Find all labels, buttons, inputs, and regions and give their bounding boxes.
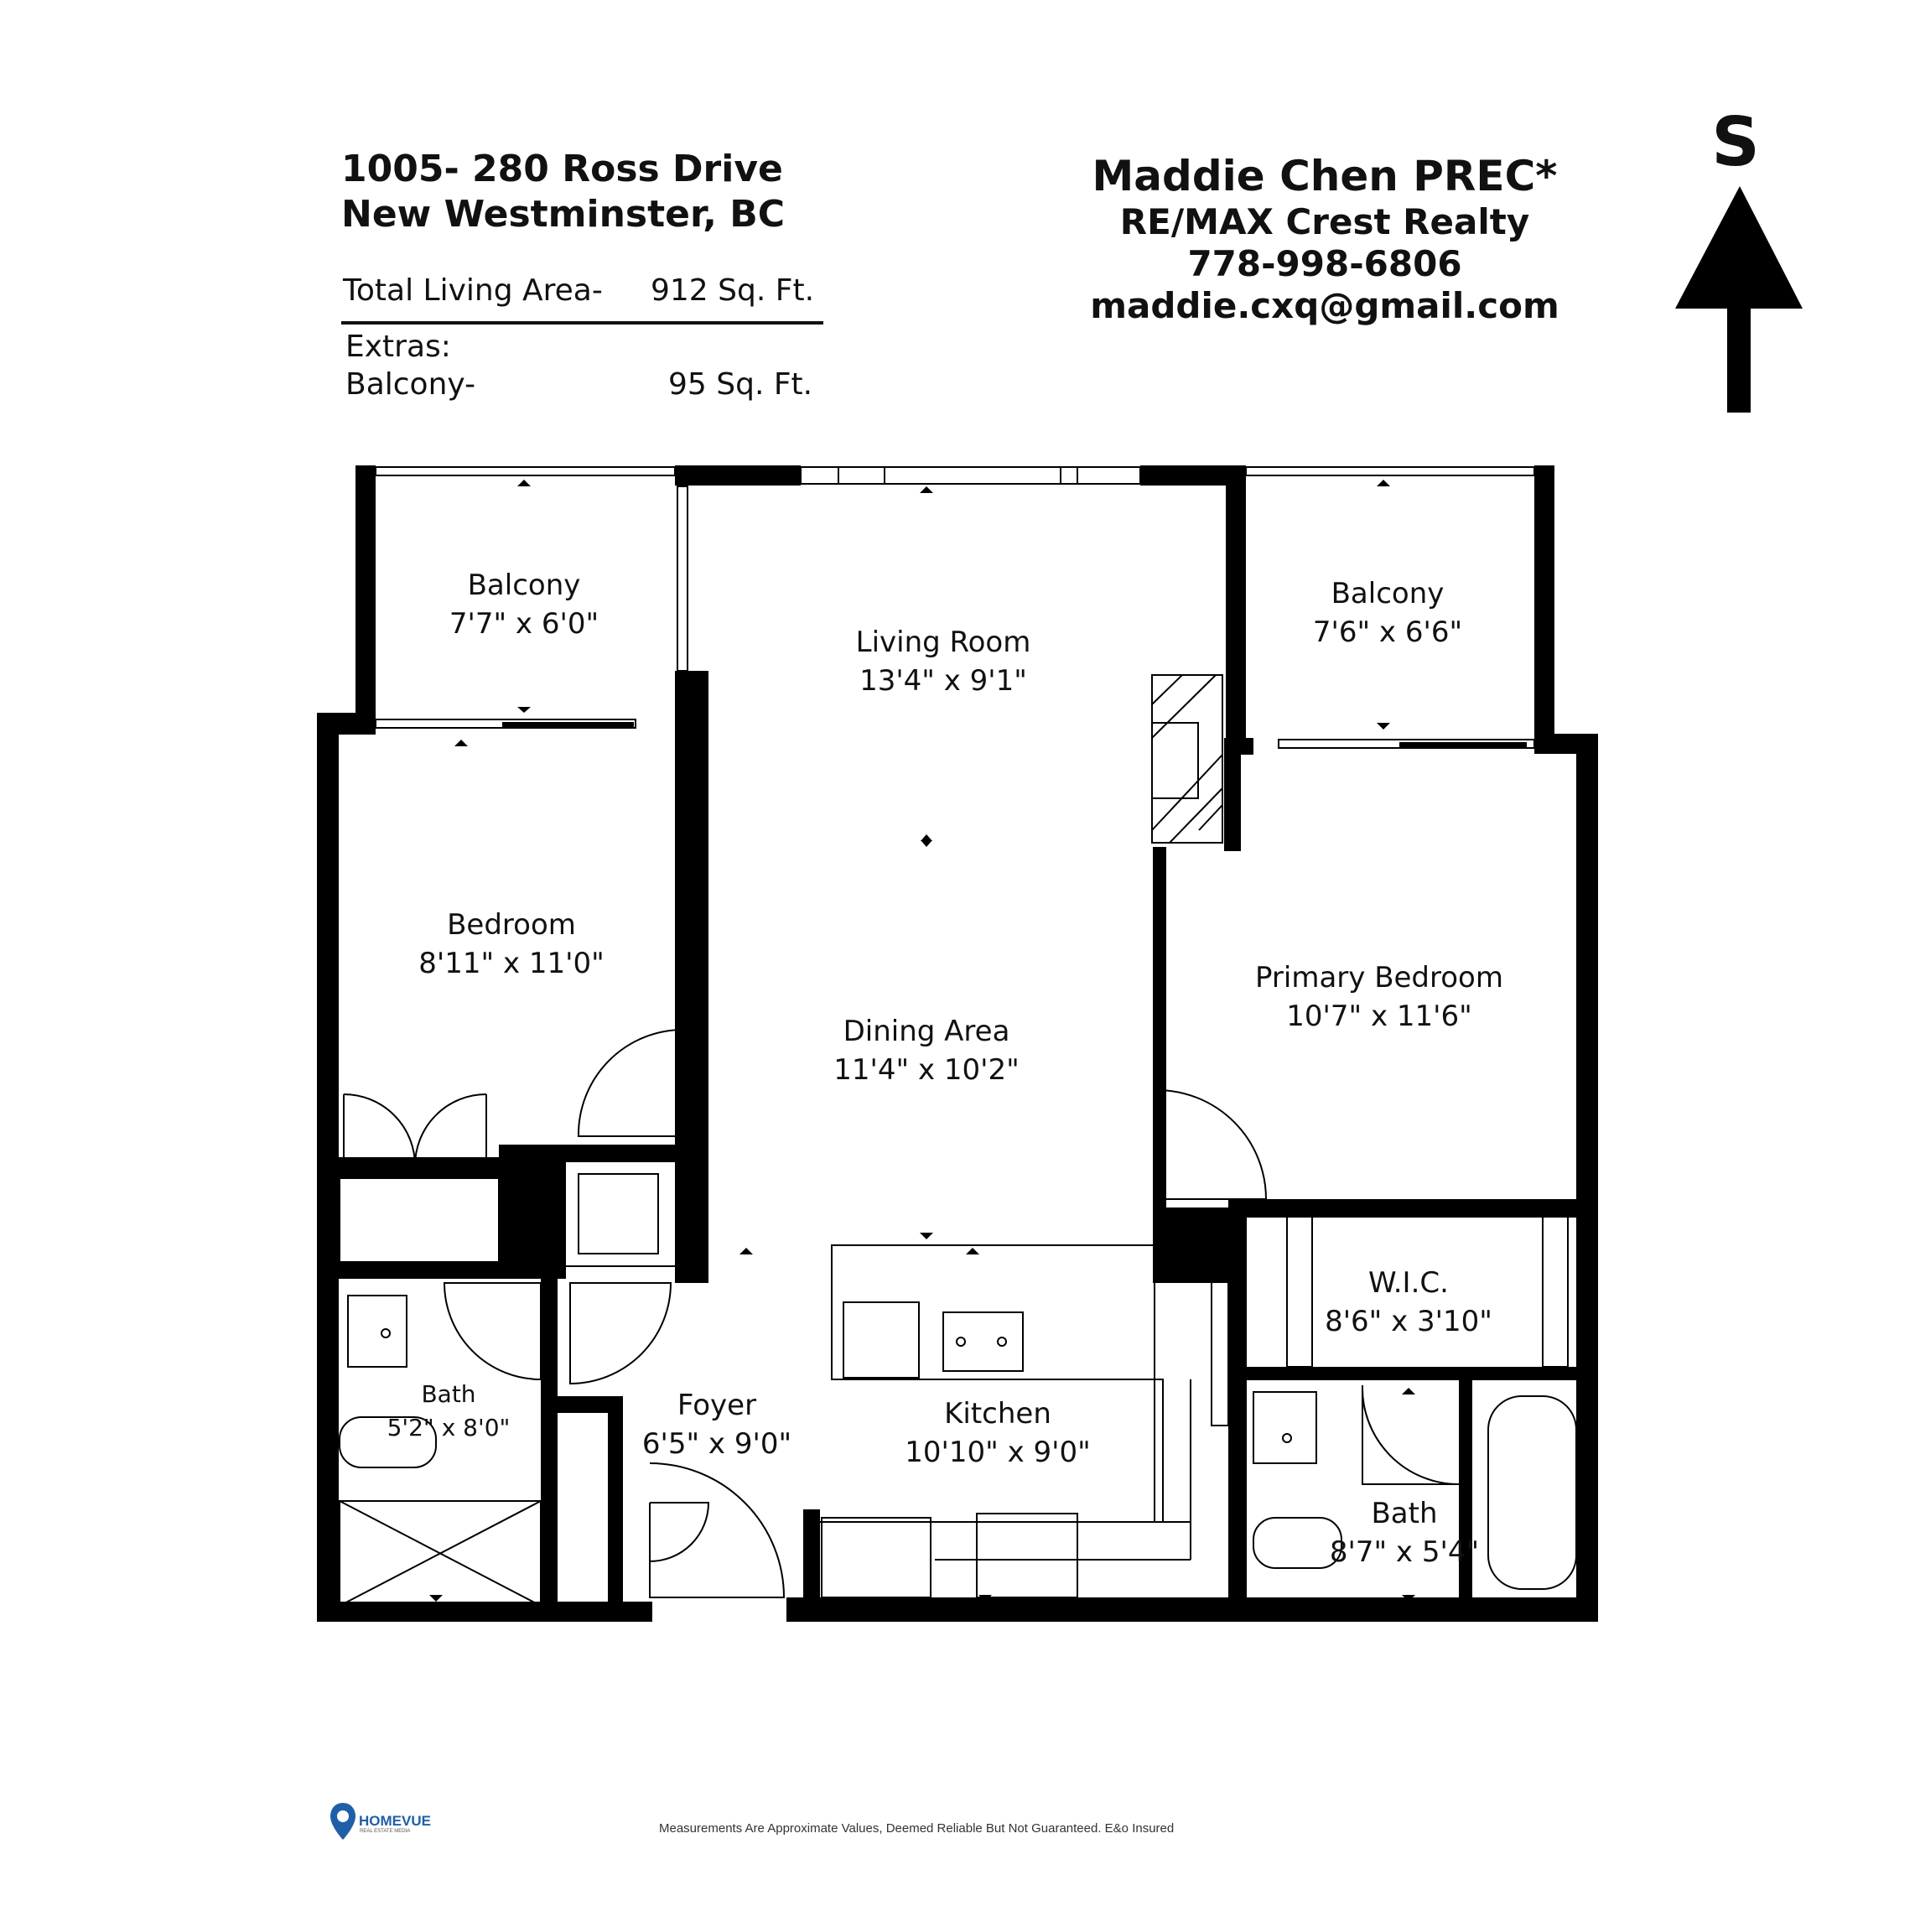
- room-name: Bedroom: [447, 908, 576, 942]
- logo-text: HOMEVUE: [359, 1813, 431, 1829]
- room-bedroom: [377, 906, 646, 983]
- room-dims: 8'11" x 11'0": [418, 947, 605, 980]
- logo-subtext: REAL ESTATE MEDIA: [360, 1829, 411, 1834]
- fireplace: [1152, 675, 1222, 843]
- room-name: Living Room: [855, 626, 1031, 659]
- room-dims: 8'6" x 3'10": [1325, 1305, 1492, 1338]
- room-name: Bath: [1371, 1497, 1438, 1530]
- room-bath-right: [1308, 1494, 1501, 1571]
- room-dims: 5'2" x 8'0": [387, 1414, 511, 1441]
- room-wic: [1283, 1264, 1534, 1341]
- room-dims: 6'5" x 9'0": [641, 1427, 792, 1461]
- room-dims: 13'4" x 9'1": [859, 664, 1027, 698]
- agent-name: Maddie Chen PREC*: [1092, 152, 1558, 200]
- balcony-area-value: 95 Sq. Ft.: [668, 367, 813, 402]
- room-foyer: [629, 1386, 805, 1463]
- room-name: W.I.C.: [1368, 1266, 1449, 1300]
- room-balcony-left: [394, 566, 654, 643]
- room-balcony-right: [1258, 574, 1518, 652]
- room-dining: [780, 1012, 1073, 1089]
- room-name: Dining Area: [843, 1015, 1010, 1048]
- address-line-1: 1005- 280 Ross Drive: [341, 148, 783, 190]
- balcony-area-label: Balcony-: [345, 367, 476, 402]
- agent-phone: 778-998-6806: [1187, 243, 1462, 284]
- homevue-logo: [329, 1801, 446, 1843]
- room-dims: 10'10" x 9'0": [905, 1436, 1091, 1469]
- room-dims: 10'7" x 11'6": [1286, 1000, 1472, 1033]
- compass-letter: S: [1711, 103, 1760, 181]
- room-name: Primary Bedroom: [1255, 961, 1503, 995]
- total-area-label: Total Living Area-: [343, 273, 603, 308]
- room-name: Foyer: [677, 1389, 757, 1422]
- room-name: Kitchen: [944, 1397, 1051, 1431]
- room-living: [797, 623, 1090, 700]
- room-primary-bedroom: [1241, 958, 1518, 1036]
- room-kitchen: [880, 1394, 1115, 1472]
- room-dims: 8'7" x 5'4": [1329, 1535, 1480, 1569]
- room-name: Balcony: [1331, 577, 1445, 610]
- disclaimer: Measurements Are Approximate Values, Deemed Reliable But Not Guaranteed. E&o Insured: [659, 1821, 1175, 1836]
- agent-brokerage: RE/MAX Crest Realty: [1119, 201, 1530, 242]
- agent-email: maddie.cxq@gmail.com: [1090, 285, 1559, 326]
- room-name: Balcony: [467, 569, 581, 602]
- room-name: Bath: [421, 1380, 476, 1408]
- room-dims: 7'7" x 6'0": [449, 607, 599, 641]
- room-dims: 11'4" x 10'2": [833, 1053, 1020, 1087]
- room-bath-left: [365, 1378, 532, 1445]
- room-dims: 7'6" x 6'6": [1312, 615, 1463, 649]
- address-line-2: New Westminster, BC: [341, 193, 786, 236]
- extras-label: Extras:: [345, 330, 451, 364]
- location-pin-icon: [329, 1801, 357, 1841]
- total-area-value: 912 Sq. Ft.: [651, 273, 815, 308]
